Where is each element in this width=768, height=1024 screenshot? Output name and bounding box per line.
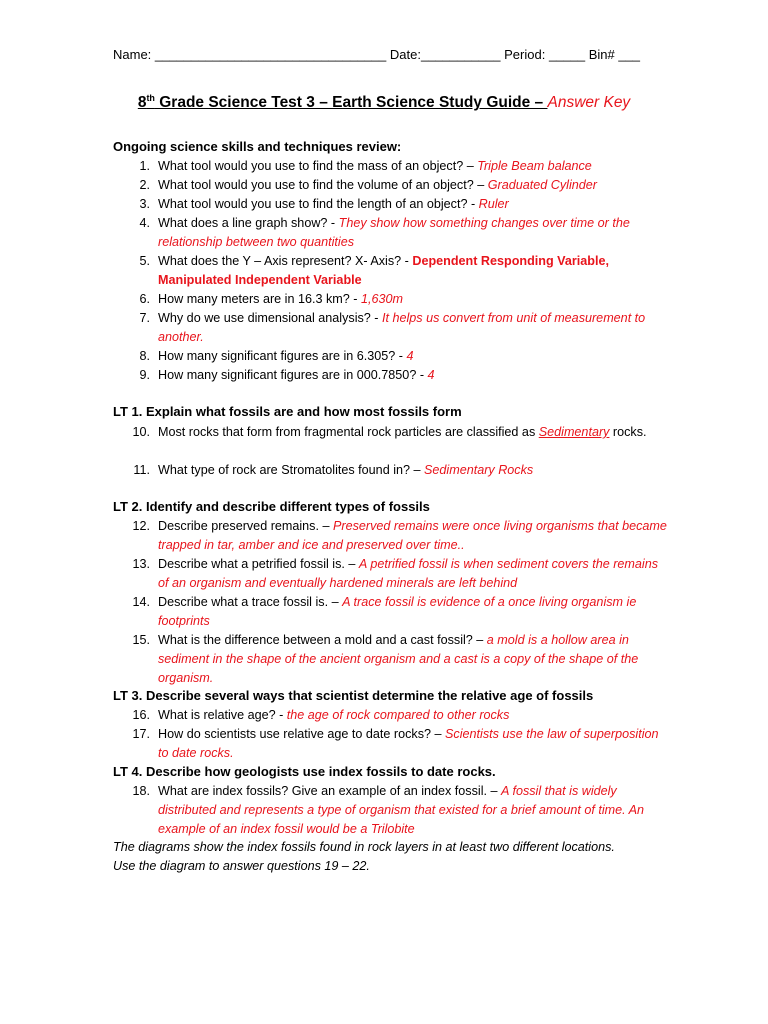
- section-lt1-heading: LT 1. Explain what fossils are and how most fossils form: [113, 404, 462, 419]
- answer-2: Graduated Cylinder: [487, 178, 597, 192]
- title-grade: 8: [137, 94, 147, 111]
- study-guide-page: Name: ________________________________ Date:___________ Period: _____ Bin# ___ 8th Grade Science Test 3 – Earth Science Study Guide – Answer Key Ongoing science skills and techniques review: 1. What tool would you use to find the mass of an object? – Triple Beam balance 2. What tool would you use to find the volume of an object? – Graduated Cylinder 3. What tool would you use to find the length of an object? - Ruler 4. What does a line graph show? - They show how something changes over time or the relationship between two quantities 5. What does the Y – Axis represent? X- Axis? - Dependent Responding Variable, Manipulated Independent Variable 6. How many meters are in 16.3 km? - 1,630m 7. Why do we use dimensional analysis? - It helps us convert from unit of measurement to another. 8. How many significant figures are in 6.305? - 4 9. How many significant figures are in 000.7850? - 4 LT 1. Explain what fossils are and how most fossils form 10. Most rocks that form from fragmental rock particles are classified as Sedimentary rocks. 11. What type of rock are Stromatolites found in? – Sedimentary Rocks LT 2. Identify and describe different types of fossils 12. Describe preserved remains. – Preserved remains were once living organisms that became trapped in tar, amber and ice and preserved over time.. 13. Describe what a petrified fossil is. – A petrified fossil is when sediment covers the remains of an organism and eventually hardened minerals are left behind 14. Describe what a trace fossil is. – A trace fossil is evidence of a once living organism ie footprints 15. What is the difference between a mold and a cast fossil? – a mold is a hollow area in sediment in the shape of the ancient organism and a cast is a copy of the shape of the organism. LT 3. Describe several ways that scientist determine the relative age of fossils 16. What is relative age? - the age of rock compared to other rocks 17. How do scientists use relative age to date rocks? – Scientists use the law of superposition to date rocks. LT 4. Describe how geologists use index fossils to date rocks. 18. What are index fossils? Give an example of an index fossil. – A fossil that is widely distributed and represents a type of organism that existed for a brief amount of time. An example of an index fossil would be a Trilobite The diagrams show the index fossils found in rock layers in at least two different locations. Use the diagram to answer questions 19 – 22.: [0, 0, 768, 1024]
- date-label: Date:: [389, 47, 421, 62]
- answer-8: 4: [406, 349, 414, 363]
- section-skills-heading: Ongoing science skills and techniques review:: [113, 139, 402, 154]
- answer-11: Sedimentary Rocks: [424, 463, 534, 477]
- answer-16: the age of rock compared to other rocks: [286, 708, 510, 722]
- section-lt2-heading: LT 2. Identify and describe different types of fossils: [113, 499, 430, 514]
- answer-18: A fossil that is widely distributed and represents a type of organism that existed for a brief amount of time. An example of an index fossil would be a Trilobite: [158, 784, 645, 836]
- page-title: [0, 93, 768, 112]
- title-grade-suffix: th: [146, 93, 155, 103]
- answer-9: 4: [427, 368, 435, 382]
- answer-17: Scientists use the law of superposition to date rocks.: [158, 727, 659, 760]
- answer-5: Dependent Responding Variable, Manipulated Independent Variable: [158, 254, 609, 287]
- name-label: Name:: [113, 47, 152, 62]
- answer-1: Triple Beam balance: [477, 159, 592, 173]
- answer-12: Preserved remains were once living organisms that became trapped in tar, amber and ice and preserved over time..: [158, 519, 667, 552]
- answer-3: Ruler: [478, 197, 509, 211]
- section-lt3-heading: LT 3. Describe several ways that scientist determine the relative age of fossils: [113, 688, 594, 703]
- header-line: Name: ________________________________ Date:___________ Period: _____ Bin# ___: [113, 47, 641, 62]
- answer-10: Sedimentary: [538, 425, 610, 439]
- answer-6: 1,630m: [360, 292, 403, 306]
- bin-label: Bin#: [588, 47, 615, 62]
- title-main: Grade Science Test 3 – Earth Science Study Guide –: [154, 94, 548, 111]
- answer-15: a mold is a hollow area in sediment in the shape of the ancient organism and a cast is a copy of the shape of the organism.: [158, 633, 639, 685]
- answer-4: They show how something changes over time or the relationship between two quantities: [158, 216, 630, 249]
- answer-14: A trace fossil is evidence of a once living organism ie footprints: [158, 595, 637, 628]
- section-lt4-heading: LT 4. Describe how geologists use index fossils to date rocks.: [113, 764, 496, 779]
- answer-7: It helps us convert from unit of measurement to another.: [158, 311, 646, 344]
- answer-key-label: Answer Key: [547, 94, 631, 111]
- diagram-note: The diagrams show the index fossils found in rock layers in at least two different locations. Use the diagram to answer questions 19 – 22.: [113, 840, 615, 873]
- period-label: Period:: [504, 47, 546, 62]
- answer-13: A petrified fossil is when sediment covers the remains of an organism and eventually hardened minerals are left behind: [158, 557, 659, 590]
